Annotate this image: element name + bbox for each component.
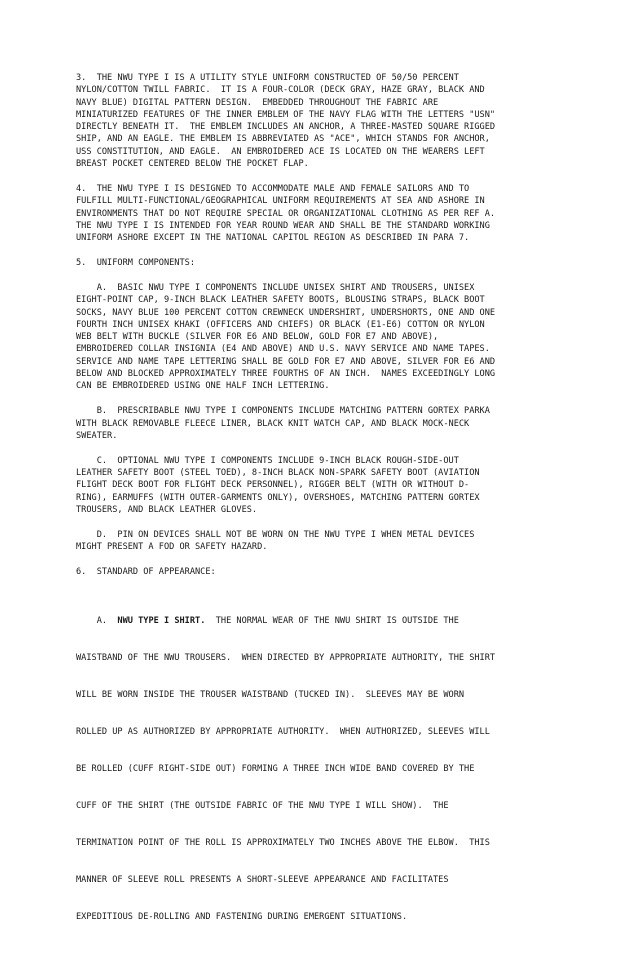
- paragraph-line: NAVY BLUE) DIGITAL PATTERN DESIGN. EMBEDDED THROUGHOUT THE FABRIC ARE: [76, 97, 439, 108]
- paragraph-6a-heading: NWU TYPE I SHIRT.: [117, 616, 206, 627]
- paragraph-line: 3. THE NWU TYPE I IS A UTILITY STYLE UNIFORM CONSTRUCTED OF 50/50 PERCENT: [76, 73, 459, 83]
- paragraph-line: FLIGHT DECK BOOT FOR FLIGHT DECK PERSONNEL), RIGGER BELT (WITH OR WITHOUT D-: [76, 480, 470, 491]
- document-body: [76, 72, 576, 578]
- paragraph-line: UNIFORM ASHORE EXCEPT IN THE NATIONAL CAPITOL REGION AS DESCRIBED IN PARA 7.: [76, 233, 470, 244]
- paragraph-line: WITH BLACK REMOVABLE FLEECE LINER, BLACK KNIT WATCH CAP, AND BLACK MOCK-NECK: [76, 418, 470, 429]
- paragraph-p6: [76, 566, 576, 578]
- paragraph-line: 6. STANDARD OF APPEARANCE:: [76, 566, 216, 577]
- paragraph-line: FOURTH INCH UNISEX KHAKI (OFFICERS AND CHIEFS) OR BLACK (E1-E6) COTTON OR NYLON: [76, 319, 485, 330]
- paragraph-p3: [76, 72, 576, 170]
- paragraph-p5b: [76, 405, 576, 442]
- paragraph-line: SERVICE AND NAME TAPE LETTERING SHALL BE GOLD FOR E7 AND ABOVE, SILVER FOR E6 AND: [76, 356, 496, 367]
- paragraph-line: C. OPTIONAL NWU TYPE I COMPONENTS INCLUDE 9-INCH BLACK ROUGH-SIDE-OUT: [76, 455, 459, 466]
- paragraph-6a-line: WAISTBAND OF THE NWU TROUSERS. WHEN DIRECTED BY APPROPRIATE AUTHORITY, THE SHIRT: [76, 653, 496, 664]
- paragraph-line: A. BASIC NWU TYPE I COMPONENTS INCLUDE UNISEX SHIRT AND TROUSERS, UNISEX: [76, 282, 475, 293]
- paragraph-p4: [76, 183, 576, 244]
- paragraph-line: WEB BELT WITH BUCKLE (SILVER FOR E6 AND BELOW, GOLD FOR E7 AND ABOVE),: [76, 332, 439, 343]
- paragraph-line: RING), EARMUFFS (WITH OUTER-GARMENTS ONLY), OVERSHOES, MATCHING PATTERN GORTEX: [76, 492, 480, 503]
- paragraph-6a-first-line-rest: THE NORMAL WEAR OF THE NWU SHIRT IS OUTSIDE THE: [205, 616, 459, 627]
- paragraph-line: BREAST POCKET CENTERED BELOW THE POCKET FLAP.: [76, 159, 309, 170]
- paragraph-line: DIRECTLY BENEATH IT. THE EMBLEM INCLUDES AN ANCHOR, A THREE-MASTED SQUARE RIGGED: [76, 122, 496, 133]
- paragraph-line: TROUSERS, AND BLACK LEATHER GLOVES.: [76, 504, 258, 515]
- document-page: [76, 72, 576, 960]
- paragraph-line: SHIP, AND AN EAGLE. THE EMBLEM IS ABBREVIATED AS "ACE", WHICH STANDS FOR ANCHOR,: [76, 134, 490, 145]
- paragraph-6a-prefix: A.: [76, 616, 118, 627]
- paragraph-line: B. PRESCRIBABLE NWU TYPE I COMPONENTS INCLUDE MATCHING PATTERN GORTEX PARKA: [76, 406, 490, 417]
- paragraph-line: MIGHT PRESENT A FOD OR SAFETY HAZARD.: [76, 542, 268, 553]
- paragraph-p5c: [76, 455, 576, 516]
- paragraph-line: FULFILL MULTI-FUNCTIONAL/GEOGRAPHICAL UNIFORM REQUIREMENTS AT SEA AND ASHORE IN: [76, 196, 485, 207]
- paragraph-line: SOCKS, NAVY BLUE 100 PERCENT COTTON CREWNECK UNDERSHIRT, UNDERSHORTS, ONE AND ONE: [76, 307, 496, 318]
- paragraph-6a-line: BE ROLLED (CUFF RIGHT-SIDE OUT) FORMING A THREE INCH WIDE BAND COVERED BY THE: [76, 764, 475, 774]
- paragraph-line: 5. UNIFORM COMPONENTS:: [76, 258, 195, 269]
- paragraph-line: THE NWU TYPE I IS INTENDED FOR YEAR ROUND WEAR AND SHALL BE THE STANDARD WORKING: [76, 220, 490, 231]
- paragraph-line: LEATHER SAFETY BOOT (STEEL TOED), 8-INCH BLACK NON-SPARK SAFETY BOOT (AVIATION: [76, 467, 480, 478]
- paragraph-line: SWEATER.: [76, 430, 118, 441]
- paragraph-line: NYLON/COTTON TWILL FABRIC. IT IS A FOUR-COLOR (DECK GRAY, HAZE GRAY, BLACK AND: [76, 85, 485, 96]
- paragraph-6a-line: TERMINATION POINT OF THE ROLL IS APPROXIMATELY TWO INCHES ABOVE THE ELBOW. THIS: [76, 837, 490, 848]
- paragraph-line: D. PIN ON DEVICES SHALL NOT BE WORN ON THE NWU TYPE I WHEN METAL DEVICES: [76, 529, 475, 540]
- paragraph-line: CAN BE EMBROIDERED USING ONE HALF INCH LETTERING.: [76, 381, 330, 392]
- paragraph-p5a: [76, 282, 576, 393]
- paragraph-6a-line: CUFF OF THE SHIRT (THE OUTSIDE FABRIC OF THE NWU TYPE I WILL SHOW). THE: [76, 800, 449, 811]
- paragraph-p5d: [76, 529, 576, 554]
- paragraph-line: MINIATURIZED FEATURES OF THE INNER EMBLEM OF THE NAVY FLAG WITH THE LETTERS "USN": [76, 109, 496, 120]
- paragraph-6a-line: WILL BE WORN INSIDE THE TROUSER WAISTBAND (TUCKED IN). SLEEVES MAY BE WORN: [76, 690, 465, 701]
- paragraph-6a-first-line: [76, 615, 576, 627]
- paragraph-line: BELOW AND BLOCKED APPROXIMATELY THREE FOURTHS OF AN INCH. NAMES EXCEEDINGLY LONG: [76, 369, 496, 380]
- paragraph-line: 4. THE NWU TYPE I IS DESIGNED TO ACCOMMODATE MALE AND FEMALE SAILORS AND TO: [76, 183, 470, 194]
- paragraph-line: EIGHT-POINT CAP, 9-INCH BLACK LEATHER SAFETY BOOTS, BLOUSING STRAPS, BLACK BOOT: [76, 295, 485, 306]
- paragraph-6a-line: MANNER OF SLEEVE ROLL PRESENTS A SHORT-SLEEVE APPEARANCE AND FACILITATES: [76, 874, 449, 885]
- paragraph-p5: [76, 257, 576, 269]
- paragraph-6a-line: ROLLED UP AS AUTHORIZED BY APPROPRIATE AUTHORITY. WHEN AUTHORIZED, SLEEVES WILL: [76, 727, 490, 738]
- paragraph-6a-line: EXPEDITIOUS DE-ROLLING AND FASTENING DURING EMERGENT SITUATIONS.: [76, 911, 408, 922]
- paragraph-6a: [76, 591, 576, 948]
- paragraph-line: ENVIRONMENTS THAT DO NOT REQUIRE SPECIAL OR ORGANIZATIONAL CLOTHING AS PER REF A.: [76, 208, 496, 219]
- paragraph-line: EMBROIDERED COLLAR INSIGNIA (E4 AND ABOVE) AND U.S. NAVY SERVICE AND NAME TAPES.: [76, 344, 490, 355]
- paragraph-line: USS CONSTITUTION, AND EAGLE. AN EMBROIDERED ACE IS LOCATED ON THE WEARERS LEFT: [76, 146, 485, 157]
